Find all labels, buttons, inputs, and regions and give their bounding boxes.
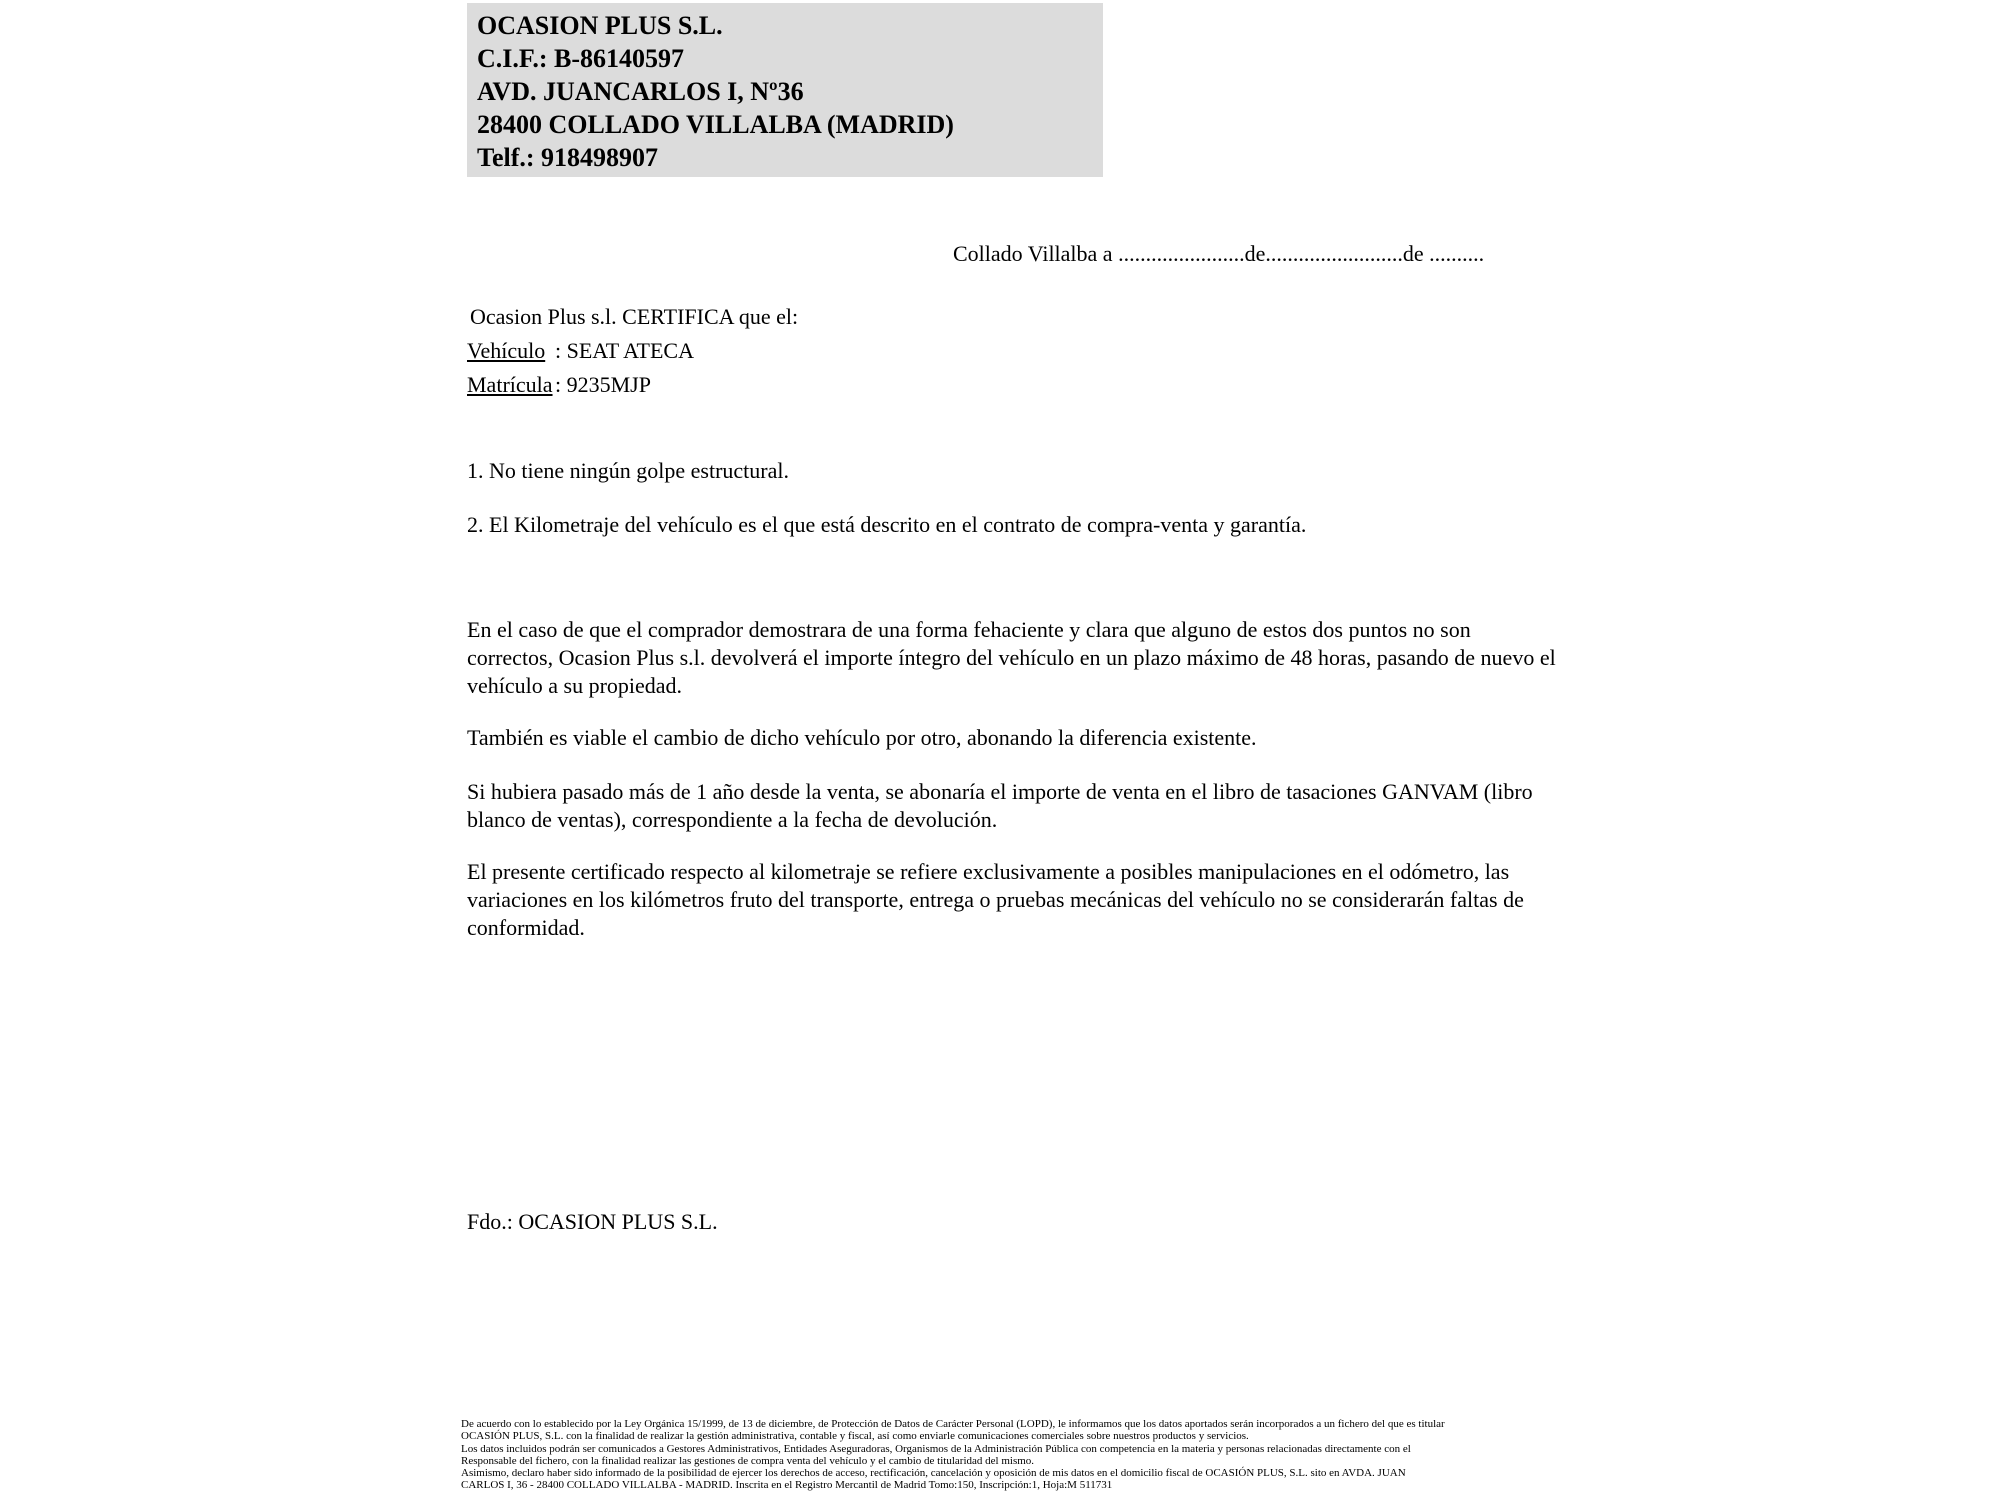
paragraph-vehicle-exchange: También es viable el cambio de dicho vehículo por otro, abonando la diferencia existente. — [467, 725, 1257, 750]
paragraph-refund-guarantee: En el caso de que el comprador demostrara de una forma fehaciente y clara que alguno de estos dos puntos no son correctos, Ocasion Plus s.l. devolverá el importe íntegro del vehículo en un plazo máximo de 48 horas, pasando de nuevo el vehículo a su propiedad. — [467, 617, 1556, 698]
legal-footer-line: De acuerdo con lo establecido por la Ley Orgánica 15/1999, de 13 de diciembre, de Protección de Datos de Carácter Personal (LOPD), le informamos que los datos aportados serán incorporados a un fichero del que es titular — [461, 1418, 1445, 1430]
plate-label: Matrícula — [467, 372, 553, 397]
statement-1: 1. No tiene ningún golpe estructural. — [467, 458, 789, 483]
signature-line: Fdo.: OCASION PLUS S.L. — [467, 1209, 718, 1234]
legal-footer-line: CARLOS I, 36 - 28400 COLLADO VILLALBA - MADRID. Inscrita en el Registro Mercantil de Madrid Tomo:150, Inscripción:1, Hoja:M 511731 — [461, 1479, 1113, 1492]
letterhead-cif: C.I.F.: B-86140597 — [477, 44, 685, 73]
plate-line — [467, 371, 651, 399]
legal-footer — [461, 1418, 1445, 1492]
legal-footer-line: OCASIÓN PLUS, S.L. con la finalidad de realizar la gestión administrativa, contable y fiscal, así como enviarle comunicaciones comerciales sobre nuestros productos y servicios. — [461, 1430, 1249, 1443]
letterhead-phone: Telf.: 918498907 — [477, 143, 659, 172]
legal-footer-line: Los datos incluidos podrán ser comunicados a Gestores Administrativos, Entidades Aseguradoras, Organismos de la Administración Pública con competencia en la materia y personas relacionadas directamente con el — [461, 1442, 1411, 1455]
certify-intro: Ocasion Plus s.l. CERTIFICA que el: — [470, 304, 799, 329]
date-fill-in-line: Collado Villalba a .......................de.........................de .......... — [953, 241, 1485, 266]
vehicle-label: Vehículo — [467, 338, 546, 363]
paragraph-odometer-disclaimer: El presente certificado respecto al kilometraje se refiere exclusivamente a posibles manipulaciones en el odómetro, las variaciones en los kilómetros fruto del transporte, entrega o pruebas mecánicas del vehículo no se considerarán faltas de conformidad. — [467, 859, 1524, 940]
letterhead-block — [467, 3, 1103, 177]
plate-value: : 9235MJP — [555, 372, 651, 397]
paragraph-ganvam-valuation: Si hubiera pasado más de 1 año desde la venta, se abonaría el importe de venta en el libro de tasaciones GANVAM (libro blanco de ventas), correspondiente a la fecha de devolución. — [467, 779, 1533, 832]
statement-2: 2. El Kilometraje del vehículo es el que está descrito en el contrato de compra-venta y garantía. — [467, 512, 1307, 537]
letterhead-city: 28400 COLLADO VILLALBA (MADRID) — [477, 110, 954, 139]
legal-footer-line: Asimismo, declaro haber sido informado de la posibilidad de ejercer los derechos de acceso, rectificación, cancelación y oposición de mis datos en el domicilio fiscal de OCASIÓN PLUS, S.L. sito en AVDA. JUAN — [461, 1467, 1406, 1480]
letterhead-address: AVD. JUANCARLOS I, Nº36 — [477, 77, 804, 106]
legal-footer-line: Responsable del fichero, con la finalidad realizar las gestiones de compra venta del vehículo y el cambio de titularidad del mismo. — [461, 1454, 1035, 1467]
vehicle-line — [467, 337, 694, 365]
letterhead-company-name: OCASION PLUS S.L. — [477, 11, 723, 40]
vehicle-value: : SEAT ATECA — [555, 338, 694, 363]
